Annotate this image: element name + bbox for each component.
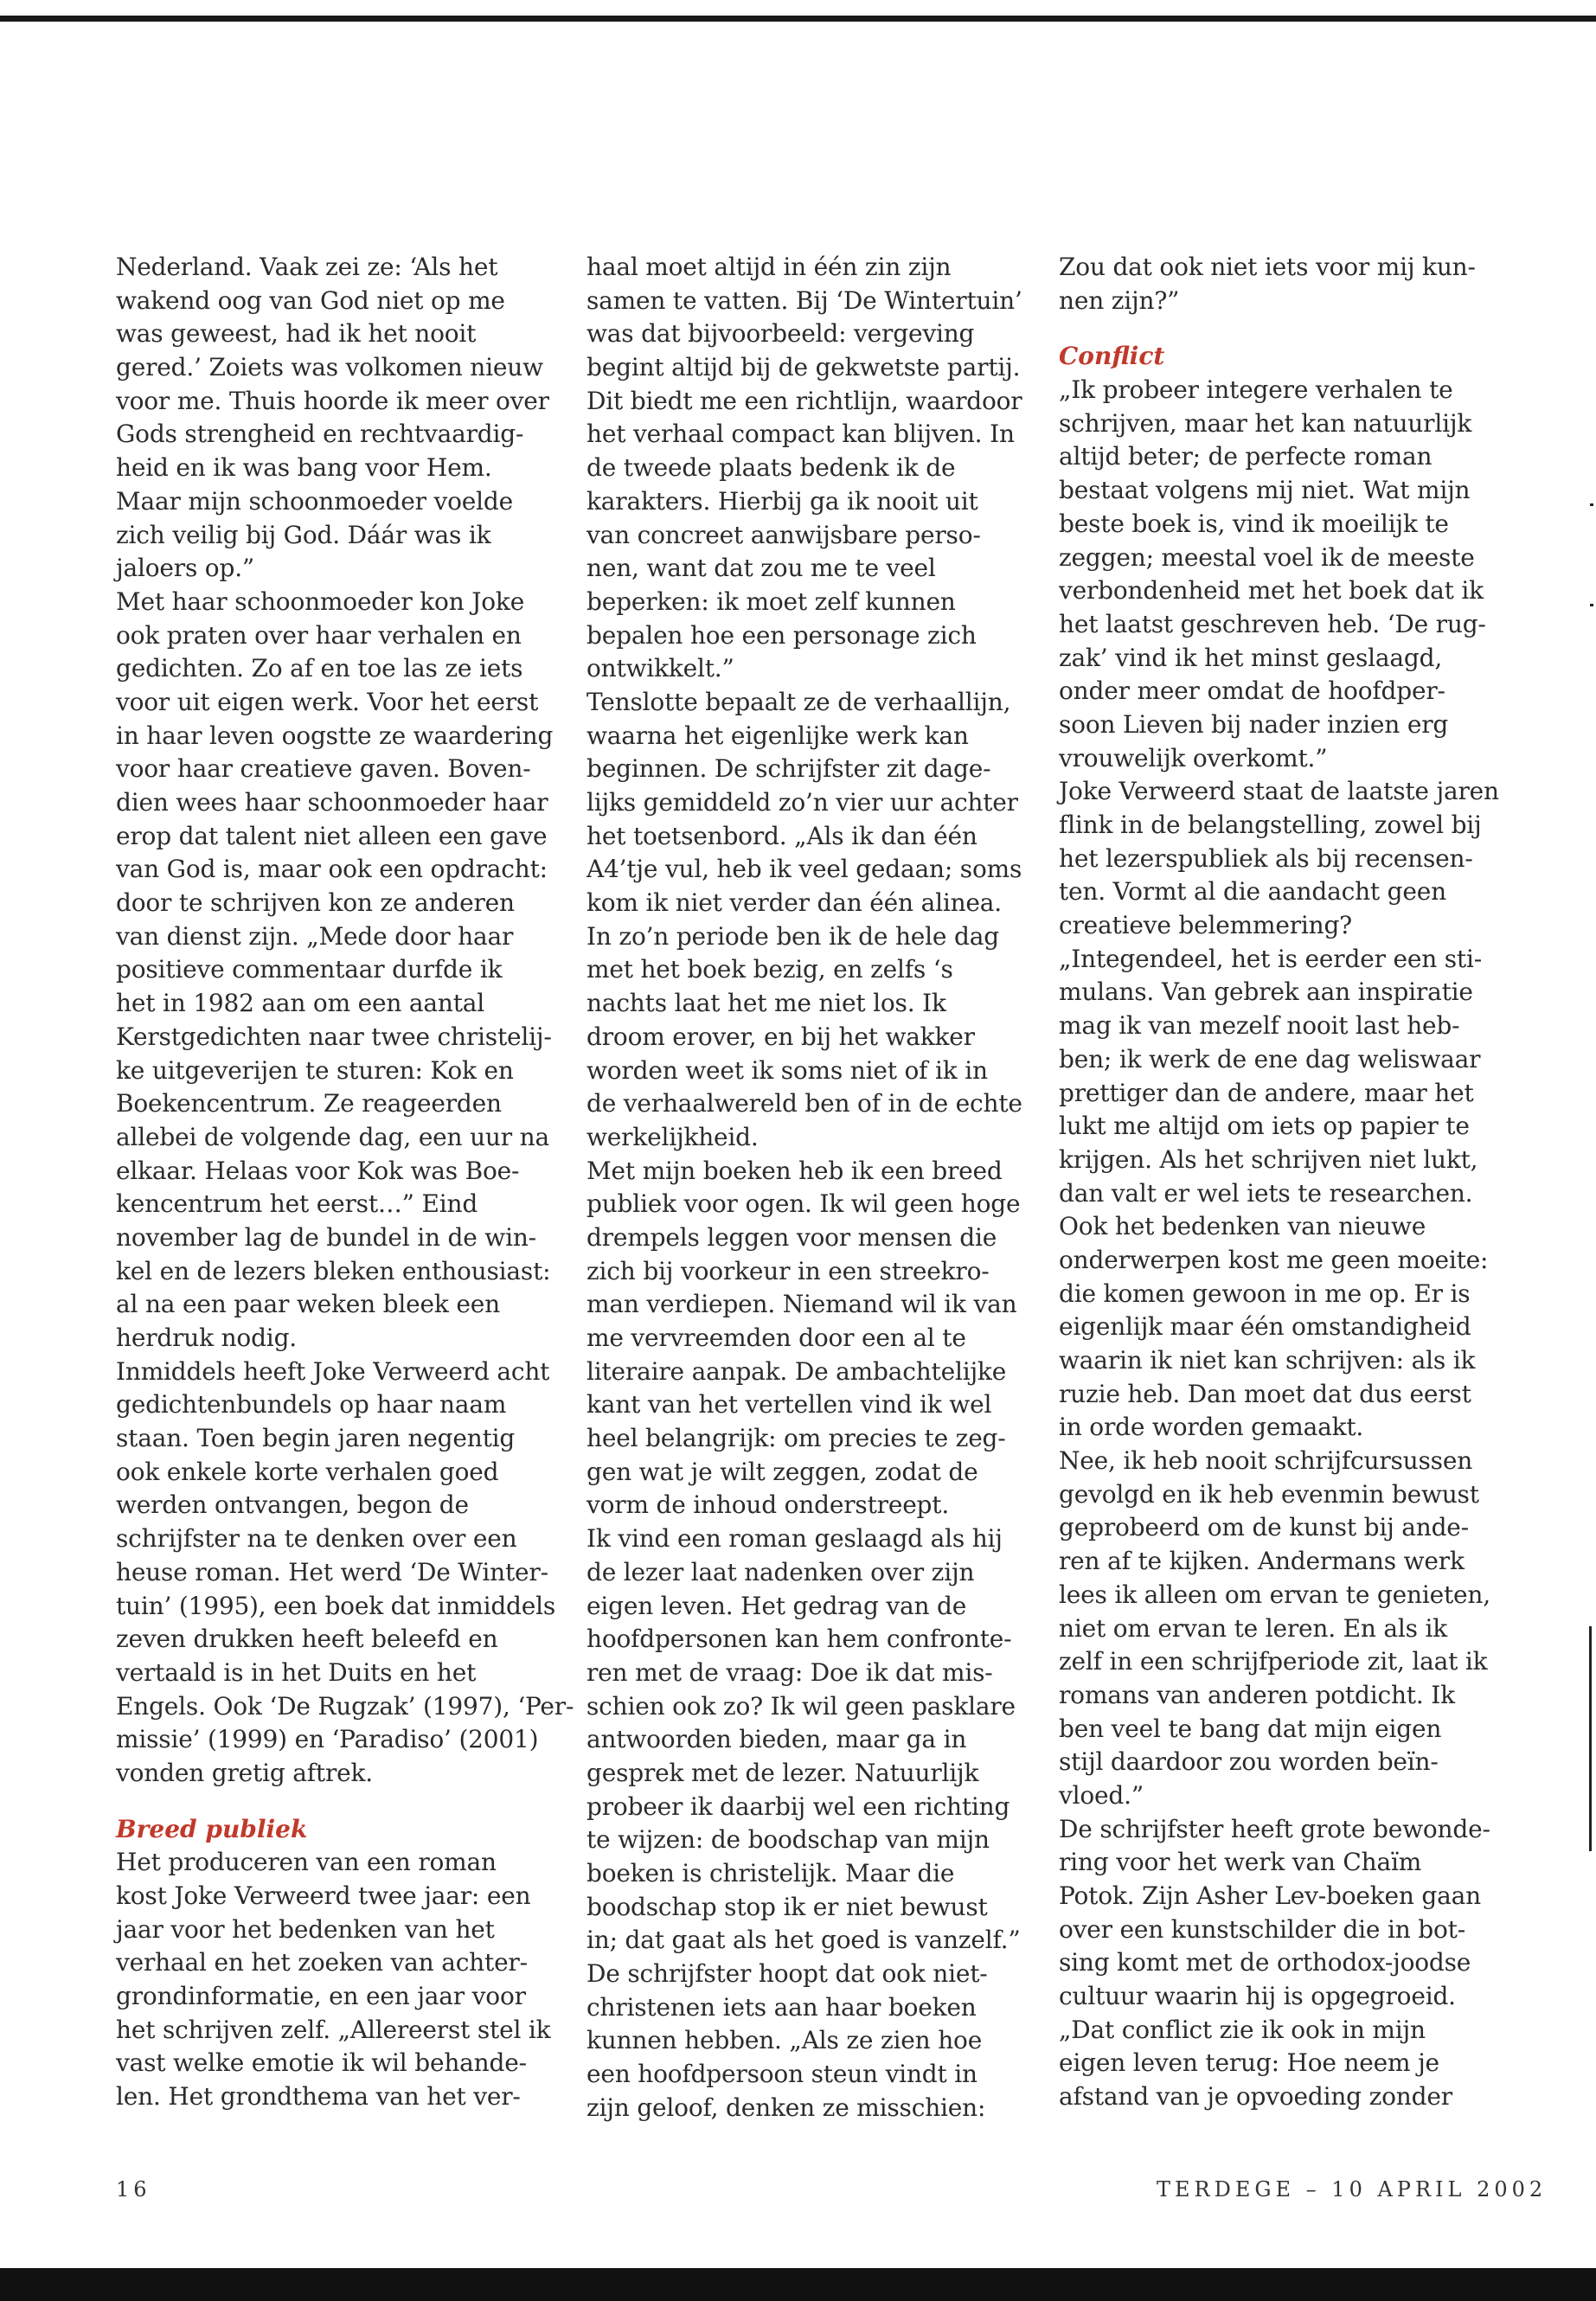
- text-line: zijn geloof, denken ze misschien:: [586, 2093, 986, 2122]
- text-line: ben veel te bang dat mijn eigen: [1059, 1714, 1442, 1743]
- text-line: kom ik niet verder dan één alinea.: [586, 888, 1002, 918]
- text-line: droom erover, en bij het wakker: [586, 1022, 975, 1051]
- text-line: Inmiddels heeft Joke Verweerd acht: [116, 1356, 550, 1386]
- scan-edge-mark: [1590, 604, 1593, 606]
- text-line: schien ook zo? Ik wil geen pasklare: [586, 1691, 1016, 1721]
- text-line: het toetsenbord. „Als ik dan één: [586, 821, 977, 850]
- text-line: Zou dat ook niet iets voor mij kun-: [1059, 253, 1476, 281]
- text-line: gedichten. Zo af en toe las ze iets: [116, 654, 523, 683]
- text-line: al na een paar weken bleek een: [116, 1290, 500, 1319]
- text-line: kencentrum het eerst…” Eind: [116, 1189, 478, 1219]
- text-line: Maar mijn schoonmoeder voelde: [116, 486, 513, 516]
- text-line: door te schrijven kon ze anderen: [116, 888, 515, 918]
- text-line: november lag de bundel in de win-: [116, 1222, 536, 1252]
- text-line: „Integendeel, het is eerder een sti-: [1059, 944, 1482, 973]
- text-line: gedichtenbundels op haar naam: [116, 1390, 507, 1420]
- text-line: missie’ (1999) en ‘Paradiso’ (2001): [116, 1725, 539, 1754]
- text-line: nachts laat het me niet los. Ik: [586, 989, 946, 1018]
- text-line: Ook het bedenken van nieuwe: [1059, 1212, 1426, 1241]
- text-line: verbondenheid met het boek dat ik: [1059, 576, 1484, 606]
- scan-top-border: [0, 16, 1596, 22]
- text-line: beste boek is, vind ik moeilijk te: [1059, 509, 1449, 538]
- text-line: voor haar creatieve gaven. Boven-: [116, 754, 531, 784]
- text-line: werkelijkheid.: [586, 1122, 759, 1151]
- scan-bottom-border: [0, 2268, 1596, 2301]
- text-line: in; dat gaat als het goed is vanzelf.”: [586, 1926, 1021, 1955]
- text-line: lijks gemiddeld zo’n vier uur achter: [586, 788, 1018, 817]
- text-line: de tweede plaats bedenk ik de: [586, 453, 956, 483]
- text-line: soon Lieven bij nader inzien erg: [1059, 709, 1449, 739]
- text-line: vorm de inhoud onderstreept.: [586, 1490, 950, 1520]
- text-line: drempels leggen voor mensen die: [586, 1222, 997, 1252]
- text-line: vloed.”: [1059, 1780, 1144, 1810]
- text-line: literaire aanpak. De ambachtelijke: [586, 1356, 1007, 1386]
- text-line: werden ontvangen, begon de: [116, 1490, 469, 1520]
- text-line: De schrijfster hoopt dat ook niet-: [586, 1959, 988, 1989]
- text-line: bepalen hoe een personage zich: [586, 620, 977, 650]
- text-line: te wijzen: de boodschap van mijn: [586, 1825, 990, 1855]
- text-line: boeken is christelijk. Maar die: [586, 1859, 955, 1888]
- text-line: Ik vind een roman geslaagd als hij: [586, 1524, 1003, 1554]
- text-line: prettiger dan de andere, maar het: [1059, 1078, 1474, 1107]
- text-line: eigenlijk maar één omstandigheid: [1059, 1312, 1471, 1342]
- section-gap: [116, 1791, 548, 1813]
- text-line: ren met de vraag: Doe ik dat mis-: [586, 1657, 993, 1687]
- text-line: zich veilig bij God. Dáár was ik: [116, 520, 491, 549]
- text-line: Nederland. Vaak zei ze: ‘Als het: [116, 253, 498, 281]
- text-line: christenen iets aan haar boeken: [586, 1992, 977, 2022]
- text-line: dan valt er wel iets te researchen.: [1059, 1178, 1473, 1208]
- text-line: het in 1982 aan om een aantal: [116, 989, 485, 1018]
- text-line: gered.’ Zoiets was volkomen nieuw: [116, 353, 543, 382]
- text-line: ring voor het werk van Chaïm: [1059, 1848, 1422, 1877]
- text-line: krijgen. Als het schrijven niet lukt,: [1059, 1144, 1478, 1174]
- text-line: romans van anderen potdicht. Ik: [1059, 1680, 1455, 1709]
- text-line: heid en ik was bang voor Hem.: [116, 453, 492, 483]
- text-line: „Ik probeer integere verhalen te: [1059, 375, 1453, 405]
- section-heading: Conflict: [1059, 342, 1165, 371]
- text-line: van concreet aanwijsbare perso-: [586, 520, 981, 549]
- text-line: „Dat conflict zie ik ook in mijn: [1059, 2015, 1426, 2044]
- text-line: creatieve belemmering?: [1059, 911, 1352, 940]
- article-column-3: [1059, 251, 1509, 2114]
- text-line: nen, want dat zou me te veel: [586, 554, 936, 583]
- text-line: worden weet ik soms niet of ik in: [586, 1055, 988, 1085]
- text-line: man verdiepen. Niemand wil ik van: [586, 1290, 1017, 1319]
- text-line: beginnen. De schrijfster zit dage-: [586, 754, 991, 784]
- text-line: gesprek met de lezer. Natuurlijk: [586, 1758, 979, 1787]
- text-line: lees ik alleen om ervan te genieten,: [1059, 1580, 1490, 1609]
- text-line: ontwikkelt.”: [586, 654, 734, 683]
- text-line: grondinformatie, en een jaar voor: [116, 1982, 526, 2011]
- text-line: mag ik van mezelf nooit last heb-: [1059, 1011, 1460, 1041]
- text-line: schrijven, maar het kan natuurlijk: [1059, 408, 1472, 438]
- text-line: in orde worden gemaakt.: [1059, 1413, 1364, 1442]
- text-line: van God is, maar ook een opdracht:: [116, 855, 548, 884]
- text-line: boodschap stop ik er niet bewust: [586, 1892, 988, 1921]
- text-line: Joke Verweerd staat de laatste jaren: [1059, 777, 1499, 806]
- text-line: heuse roman. Het werd ‘De Winter-: [116, 1557, 548, 1586]
- text-line: in haar leven oogstte ze waardering: [116, 721, 554, 750]
- text-line: len. Het grondthema van het ver-: [116, 2082, 521, 2112]
- text-line: begint altijd bij de gekwetste partij.: [586, 353, 1021, 382]
- text-line: onderwerpen kost me geen moeite:: [1059, 1245, 1489, 1274]
- text-line: kunnen hebben. „Als ze zien hoe: [586, 2026, 983, 2055]
- text-line: A4’tje vul, heb ik veel gedaan; soms: [586, 855, 1022, 884]
- text-line: Nee, ik heb nooit schrijfcursussen: [1059, 1446, 1473, 1476]
- text-line: over een kunstschilder die in bot-: [1059, 1914, 1465, 1944]
- text-line: jaloers op.”: [116, 554, 255, 583]
- text-line: het verhaal compact kan blijven. In: [586, 420, 1015, 449]
- text-line: gen wat je wilt zeggen, zodat de: [586, 1457, 978, 1486]
- text-line: ruzie heb. Dan moet dat dus eerst: [1059, 1379, 1471, 1408]
- text-line: sing komt met de orthodox-joodse: [1059, 1948, 1471, 1977]
- text-line: hoofdpersonen kan hem confronte-: [586, 1625, 1012, 1654]
- text-line: haal moet altijd in één zin zijn: [586, 253, 952, 281]
- text-line: de lezer laat nadenken over zijn: [586, 1557, 975, 1586]
- text-line: jaar voor het bedenken van het: [116, 1914, 495, 1944]
- text-line: vast welke emotie ik wil behande-: [116, 2048, 527, 2078]
- text-line: afstand van je opvoeding zonder: [1059, 2082, 1452, 2112]
- text-line: was dat bijvoorbeeld: vergeving: [586, 319, 975, 349]
- text-line: schrijfster na te denken over een: [116, 1524, 517, 1554]
- text-line: Engels. Ook ‘De Rugzak’ (1997), ‘Per-: [116, 1691, 574, 1721]
- text-line: staan. Toen begin jaren negentig: [116, 1424, 516, 1453]
- text-line: De schrijfster heeft grote bewonde-: [1059, 1814, 1490, 1843]
- text-line: heel belangrijk: om precies te zeg-: [586, 1424, 1006, 1453]
- text-line: zelf in een schrijfperiode zit, laat ik: [1059, 1647, 1488, 1676]
- text-line: Dit biedt me een richtlijn, waardoor: [586, 386, 1022, 415]
- text-line: eigen leven. Het gedrag van de: [586, 1591, 967, 1620]
- text-line: Met mijn boeken heb ik een breed: [586, 1156, 1003, 1185]
- text-line: geprobeerd om de kunst bij ande-: [1059, 1513, 1469, 1542]
- text-line: zeggen; meestal voel ik de meeste: [1059, 542, 1475, 572]
- text-line: was geweest, had ik het nooit: [116, 319, 477, 349]
- text-line: nen zijn?”: [1059, 285, 1180, 315]
- text-line: publiek voor ogen. Ik wil geen hoge: [586, 1189, 1021, 1219]
- text-line: gevolgd en ik heb evenmin bewust: [1059, 1479, 1479, 1509]
- text-line: Boekencentrum. Ze reageerden: [116, 1089, 502, 1118]
- text-line: voor uit eigen werk. Voor het eerst: [116, 687, 539, 716]
- text-line: Het produceren van een roman: [116, 1848, 497, 1877]
- text-line: kost Joke Verweerd twee jaar: een: [116, 1881, 531, 1910]
- text-line: het lezerspubliek als bij recensen-: [1059, 843, 1473, 873]
- text-line: ook enkele korte verhalen goed: [116, 1457, 499, 1486]
- text-line: Tenslotte bepaalt ze de verhaallijn,: [586, 687, 1011, 716]
- text-line: van dienst zijn. „Mede door haar: [116, 921, 514, 951]
- text-line: ren af te kijken. Andermans werk: [1059, 1547, 1465, 1576]
- scan-edge-mark: [1590, 503, 1593, 506]
- text-line: mulans. Van gebrek aan inspiratie: [1059, 977, 1473, 1007]
- text-line: niet om ervan te leren. En als ik: [1059, 1613, 1448, 1643]
- text-line: probeer ik daarbij wel een richting: [586, 1791, 1010, 1821]
- text-line: ben; ik werk de ene dag weliswaar: [1059, 1044, 1481, 1074]
- text-line: Gods strengheid en rechtvaardig-: [116, 420, 524, 449]
- text-line: de verhaalwereld ben of in de echte: [586, 1089, 1022, 1118]
- text-line: dien wees haar schoonmoeder haar: [116, 788, 548, 817]
- text-line: bestaat volgens mij niet. Wat mijn: [1059, 476, 1471, 505]
- text-line: erop dat talent niet alleen een gave: [116, 821, 548, 850]
- publication-footer: TERDEGE – 10 APRIL 2002: [1157, 2177, 1548, 2202]
- text-line: tuin’ (1995), een boek dat inmiddels: [116, 1591, 556, 1620]
- text-line: ke uitgeverijen te sturen: Kok en: [116, 1055, 514, 1085]
- text-line: karakters. Hierbij ga ik nooit uit: [586, 486, 978, 516]
- text-line: positieve commentaar durfde ik: [116, 955, 503, 984]
- text-line: waarna het eigenlijke werk kan: [586, 721, 969, 750]
- text-line: vertaald is in het Duits en het: [116, 1657, 477, 1687]
- text-line: onder meer omdat de hoofdper-: [1059, 676, 1445, 706]
- article-column-2: [586, 251, 1036, 2125]
- text-line: eigen leven terug: Hoe neem je: [1059, 2048, 1439, 2078]
- text-line: antwoorden bieden, maar ga in: [586, 1725, 967, 1754]
- text-line: elkaar. Helaas voor Kok was Boe-: [116, 1156, 520, 1185]
- text-line: cultuur waarin hij is opgegroeid.: [1059, 1982, 1456, 2011]
- section-heading: Breed publiek: [116, 1814, 308, 1843]
- text-line: me vervreemden door een al te: [586, 1324, 966, 1352]
- scan-edge-mark: [1589, 1626, 1592, 1851]
- text-line: herdruk nodig.: [116, 1324, 297, 1352]
- text-line: een hoofdpersoon steun vindt in: [586, 2060, 977, 2089]
- text-line: kant van het vertellen vind ik wel: [586, 1390, 992, 1420]
- text-line: zak’ vind ik het minst geslaagd,: [1059, 643, 1443, 672]
- text-line: voor me. Thuis hoorde ik meer over: [116, 386, 549, 415]
- text-line: Potok. Zijn Asher Lev-boeken gaan: [1059, 1881, 1481, 1910]
- text-line: ten. Vormt al die aandacht geen: [1059, 877, 1446, 907]
- text-line: vonden gretig aftrek.: [116, 1758, 373, 1787]
- text-line: lukt me altijd om iets op papier te: [1059, 1112, 1470, 1141]
- text-line: stijl daardoor zou worden beïn-: [1059, 1747, 1439, 1777]
- text-line: met het boek bezig, en zelfs ‘s: [586, 955, 953, 984]
- text-line: zeven drukken heeft beleefd en: [116, 1625, 498, 1654]
- text-line: altijd beter; de perfecte roman: [1059, 442, 1433, 471]
- article-column-1: [116, 251, 574, 2114]
- text-line: In zo’n periode ben ik de hele dag: [586, 921, 999, 951]
- text-line: het laatst geschreven heb. ‘De rug-: [1059, 609, 1486, 638]
- text-line: Met haar schoonmoeder kon Joke: [116, 586, 525, 616]
- text-line: samen te vatten. Bij ‘De Wintertuin’: [586, 285, 1022, 315]
- text-line: beperken: ik moet zelf kunnen: [586, 586, 956, 616]
- text-line: allebei de volgende dag, een uur na: [116, 1122, 549, 1151]
- section-gap: [1059, 317, 1509, 340]
- text-line: verhaal en het zoeken van achter-: [116, 1948, 528, 1977]
- text-line: het schrijven zelf. „Allereerst stel ik: [116, 2015, 551, 2044]
- text-line: ook praten over haar verhalen en: [116, 620, 522, 650]
- text-line: Kerstgedichten naar twee christelij-: [116, 1022, 552, 1051]
- page-number: 16: [116, 2177, 151, 2202]
- text-line: vrouwelijk overkomt.”: [1059, 743, 1328, 772]
- text-line: waarin ik niet kan schrijven: als ik: [1059, 1346, 1476, 1375]
- text-line: die komen gewoon in me op. Er is: [1059, 1279, 1471, 1308]
- text-line: wakend oog van God niet op me: [116, 285, 505, 315]
- text-line: zich bij voorkeur in een streekro-: [586, 1256, 990, 1285]
- text-line: flink in de belangstelling, zowel bij: [1059, 811, 1482, 839]
- text-line: kel en de lezers bleken enthousiast:: [116, 1256, 551, 1285]
